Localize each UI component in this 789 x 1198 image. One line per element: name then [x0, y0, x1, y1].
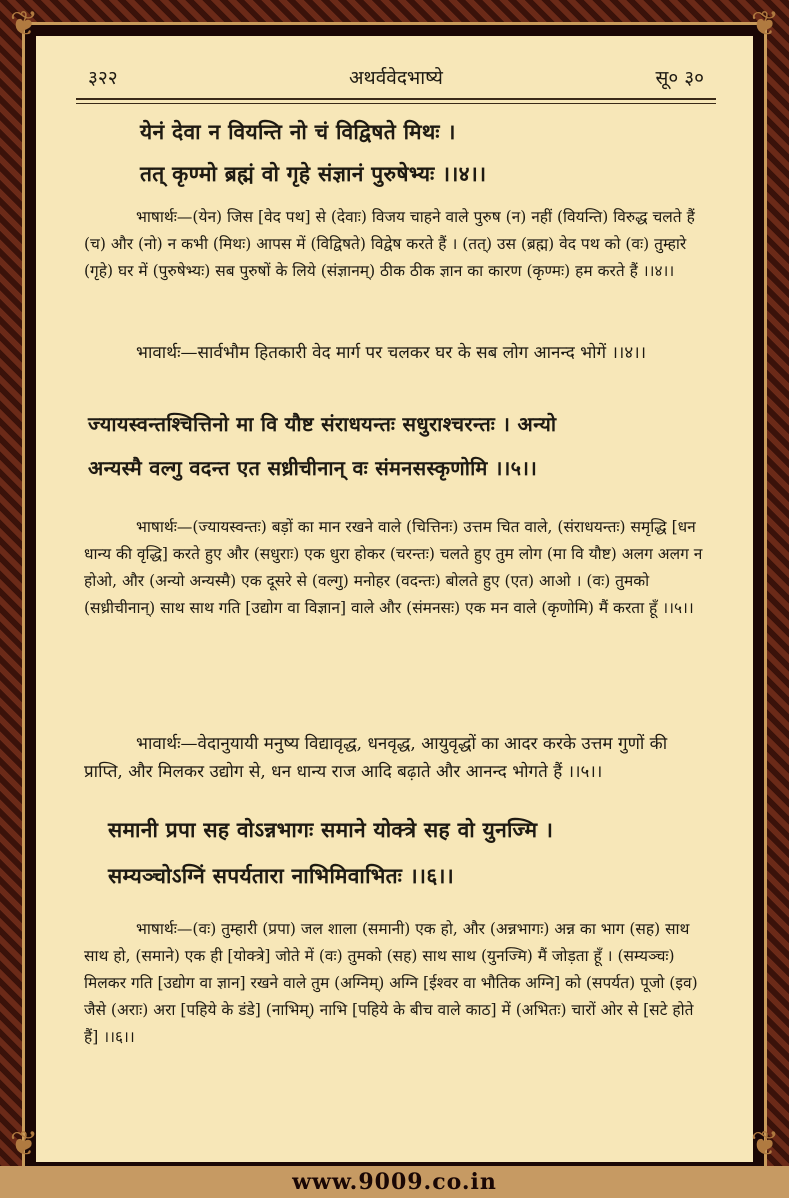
book-page [36, 36, 753, 1162]
verse-5-line-1: ज्यायस्वन्तश्चित्तिनो मा वि यौष्ट संराधयन्तः सधुराश्चरन्तः । अन्यो [88, 412, 557, 436]
meaning-verse-4: भावार्थः—सार्वभौम हितकारी वेद मार्ग पर चलकर घर के सब लोग आनन्द भोगें ।।४।। [136, 343, 647, 363]
verse-5-line-2: अन्यस्मै वल्गु वदन्त एत सध्रीचीनान् वः संमनसस्कृणोमि ।।५।। [88, 456, 538, 480]
ornament-icon: ❦ [9, 1124, 39, 1164]
translation-verse-5: भाषार्थः—(ज्यायस्वन्तः) बड़ों का मान रखने वाले (चित्तिनः) उत्तम चित वाले, (संराधयन्तः) समृद्धि [धन धान्य की वृद्धि] करते हुए और (सधुराः) एक धुरा होकर (चरन्तः) चलते हुए तुम लोग (मा वि यौष्ट) अलग अलग न होओ, और (अन्यो अन्यस्मै) एक दूसरे से (वल्गु) मनोहर (वदन्तः) बोलते हुए (एत) आओ । (वः) तुमको (सध्रीचीनान्) साथ साथ गति [उद्योग वा विज्ञान] वाले और (संमनसः) एक मन वाले (कृणोमि) मैं करता हूँ ।।५।। [84, 518, 703, 617]
translation-verse-6: भाषार्थः—(वः) तुम्हारी (प्रपा) जल शाला (समानी) एक हो, और (अन्नभागः) अन्न का भाग (सह) साथ साथ हो, (समाने) एक ही [योक्त्रे] जोते में (वः) तुमको (सह) साथ साथ (युनज्मि) मैं जोड़ता हूँ । (सम्यञ्चः) मिलकर गति [उद्योग वा ज्ञान] रखने वाले तुम (अग्निम्) अग्नि [ईश्वर वा भौतिक अग्नि] को (सपर्यत) पूजो (इव) जैसे (अराः) अरा [पहिये के डंडे] (नाभिम्) नाभि [पहिये के बीच वाले काठ] में (अभितः) चारों ओर से [सटे होते हैं] ।।६।। [84, 920, 698, 1046]
page-header [88, 64, 704, 94]
meaning-verse-5: भावार्थः—वेदानुयायी मनुष्य विद्यावृद्ध, धनवृद्ध, आयुवृद्धों का आदर करके उत्तम गुणों की प्राप्ति, और मिलकर उद्योग से, धन धान्य राज आदि बढ़ाते और आनन्द भोगते हैं ।।५।। [84, 734, 668, 782]
book-title: अथर्ववेदभाष्ये [349, 67, 443, 89]
ornament-icon: ❦ [750, 4, 780, 44]
verse-6-line-1: समानी प्रपा सह वोऽन्नभागः समाने योक्त्रे सह वो युनज्मि । [108, 817, 554, 842]
page-number: ३२२ [88, 67, 118, 89]
sukta-number: सू० ३० [655, 67, 704, 89]
ornament-icon: ❦ [750, 1124, 780, 1164]
website-footer: www.9009.co.in [0, 1166, 789, 1198]
translation-verse-4: भाषार्थः—(येन) जिस [वेद पथ] से (देवाः) विजय चाहने वाले पुरुष (न) नहीं (वियन्ति) विरुद्ध चलते हैं (च) और (नो) न कभी (मिथः) आपस में (विद्विषते) विद्वेष करते हैं । (तत्) उस (ब्रह्म) वेद पथ को (वः) तुम्हारे (गृहे) घर में (पुरुषेभ्यः) सब पुरुषों के लिये (संज्ञानम्) ठीक ठीक ज्ञान का कारण (कृण्मः) हम करते हैं ।।४।। [84, 208, 695, 280]
verse-4-line-2: तत् कृण्मो ब्रह्मं वो गृहे संज्ञानं पुरुषेभ्यः ।।४।। [140, 161, 487, 186]
verse-6-line-2: सम्यञ्चोऽग्निं सपर्यतारा नाभिमिवाभितः ।।६।। [108, 863, 455, 888]
header-rule [76, 98, 716, 100]
verse-4-line-1: येनं देवा न वियन्ति नो चं विद्विषते मिथः । [140, 119, 456, 144]
ornament-icon: ❦ [9, 4, 39, 44]
